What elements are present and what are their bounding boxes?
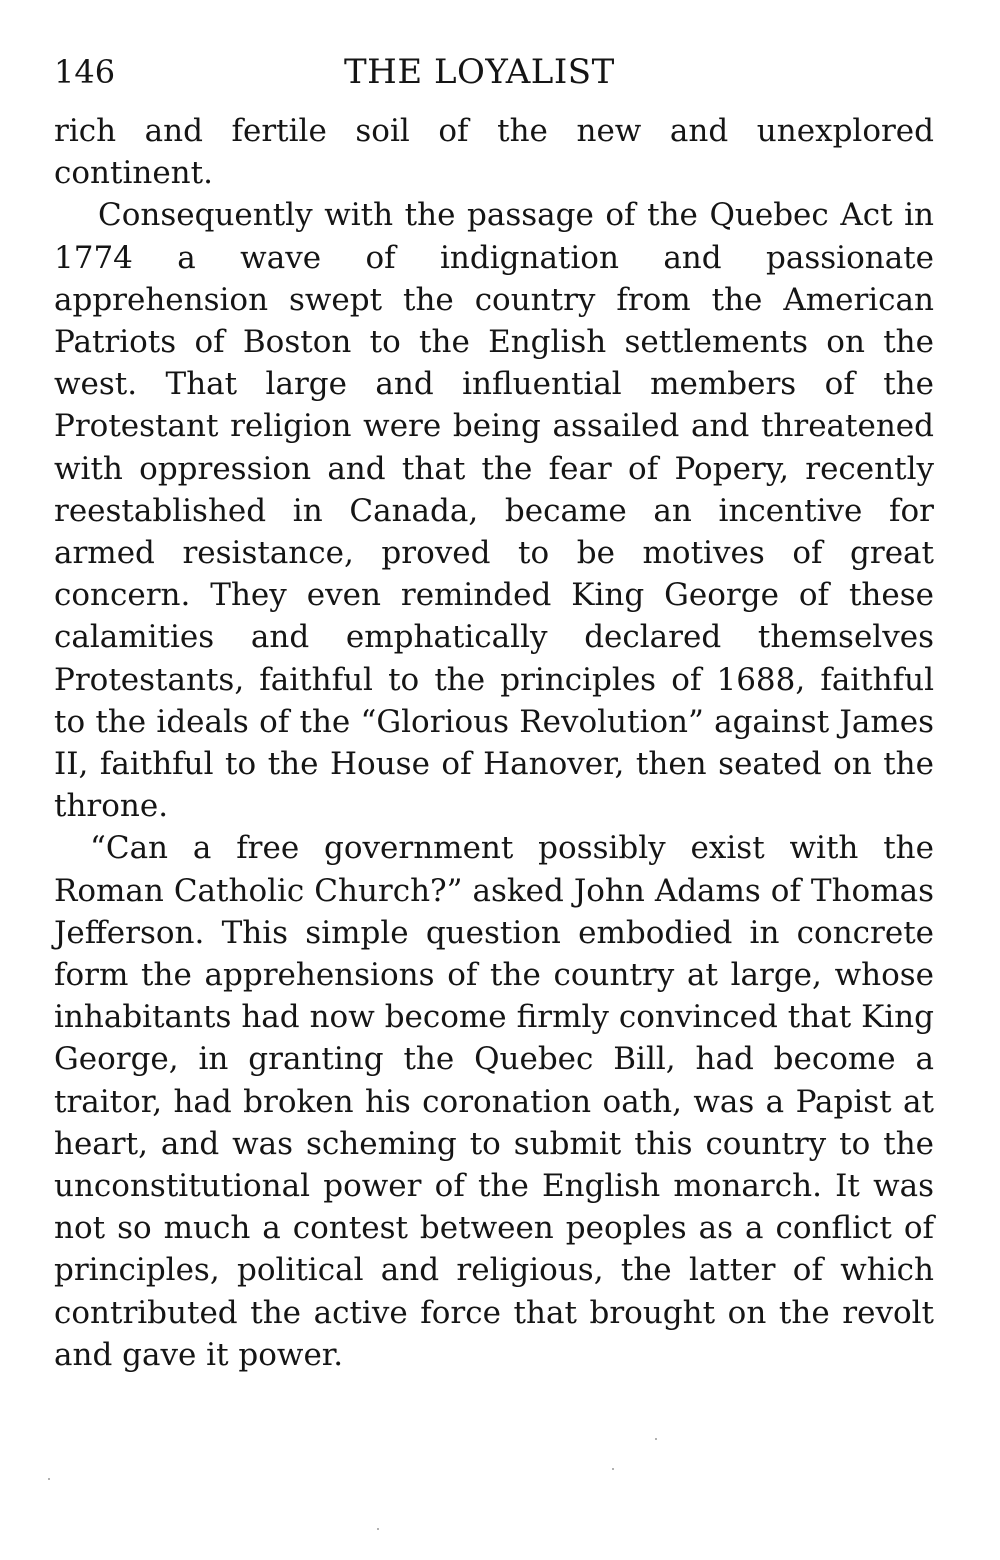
scan-speck — [655, 1438, 657, 1440]
paragraph-1: rich and fertile soil of the new and unexplored continent. — [54, 113, 934, 192]
body-text — [54, 110, 934, 1376]
scan-speck — [48, 1478, 50, 1480]
scan-speck — [377, 1528, 379, 1530]
scan-speck — [612, 1468, 614, 1470]
paragraph-2: Consequently with the passage of the Quebec Act in 1774 a wave of indignation and passionate apprehension swept the country from the American Patriots of Boston to the English settlements on the west. That large and influential members of the Protestant religion were being assailed and threatened with oppression and that the fear of Popery, recently reestablished in Canada, became an incentive for armed resistance, proved to be motives of great concern. They even reminded King George of these calamities and emphatically declared themselves Protestants, faithful to the principles of 1688, faithful to the ideals of the “Glorious Revolution” against James II, faithful to the House of Hanover, then seated on the throne. — [54, 197, 934, 825]
running-title: THE LOYALIST — [344, 52, 615, 92]
page-header — [54, 44, 934, 100]
paragraph-3: “Can a free government possibly exist with the Roman Catholic Church?” asked John Adams of Thomas Jefferson. This simple question embodied in concrete form the apprehensions of the country at large, whose inhabitants had now become firmly convinced that King George, in granting the Quebec Bill, had become a traitor, had broken his coronation oath, was a Papist at heart, and was scheming to submit this country to the unconstitutional power of the English monarch. It was not so much a contest between peoples as a conflict of principles, political and religious, the latter of which contributed the active force that brought on the revolt and gave it power. — [54, 830, 934, 1373]
page-number: 146 — [54, 53, 116, 91]
